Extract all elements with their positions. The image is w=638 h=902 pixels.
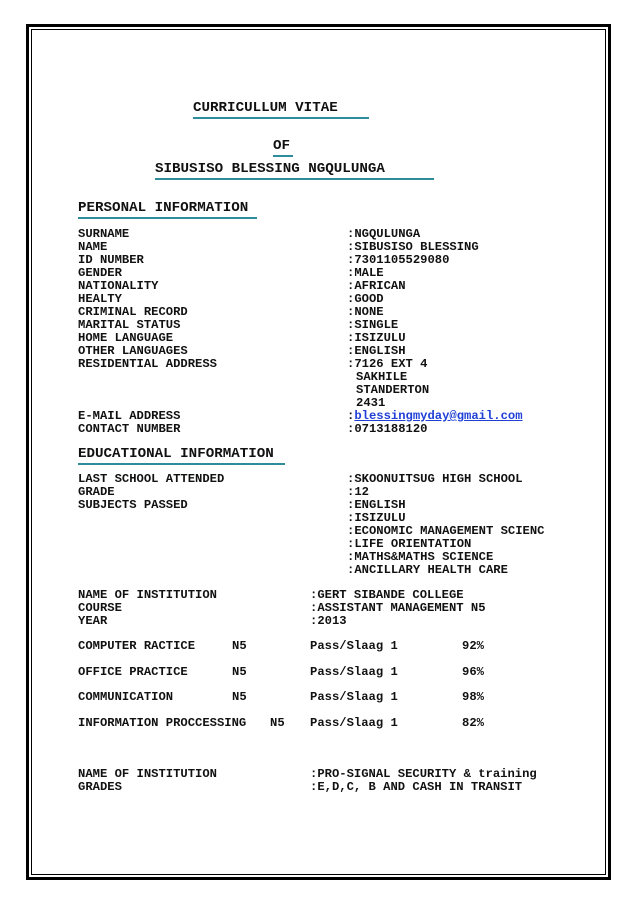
health-label: HEALTY [78, 292, 122, 306]
subjects-label: SUBJECTS PASSED [78, 498, 188, 512]
home-language-label: HOME LANGUAGE [78, 331, 174, 345]
result-status: Pass/Slaag 1 [310, 716, 398, 730]
education-heading: EDUCATIONAL INFORMATION [78, 446, 274, 462]
address-line: STANDERTON [356, 383, 430, 397]
result-subject: COMPUTER RACTICE [78, 639, 196, 653]
cv-of: OF [273, 138, 291, 154]
gender-value: :MALE [347, 266, 384, 280]
subject-item: :ECONOMIC MANAGEMENT SCIENC [347, 524, 545, 538]
marital-status-value: :SINGLE [347, 318, 399, 332]
subject-item: :ISIZULU [347, 511, 406, 525]
education-heading-underline [78, 463, 285, 465]
health-value: :GOOD [347, 292, 384, 306]
cv-person-name-underline [155, 178, 434, 180]
result-level: N5 [232, 665, 247, 679]
result-status: Pass/Slaag 1 [310, 690, 398, 704]
course-label: COURSE [78, 601, 122, 615]
criminal-record-value: :NONE [347, 305, 384, 319]
surname-value: :NGQULUNGA [347, 227, 421, 241]
address-value: :7126 EXT 4 [347, 357, 428, 371]
result-status: Pass/Slaag 1 [310, 665, 398, 679]
subject-item: :ANCILLARY HEALTH CARE [347, 563, 508, 577]
result-subject: INFORMATION PROCCESSING [78, 716, 247, 730]
address-line: SAKHILE [356, 370, 408, 384]
nationality-label: NATIONALITY [78, 279, 159, 293]
subject-item: :ENGLISH [347, 498, 406, 512]
personal-heading: PERSONAL INFORMATION [78, 200, 249, 216]
contact-label: CONTACT NUMBER [78, 422, 181, 436]
cv-person-name: SIBUSISO BLESSING NGQULUNGA [155, 161, 385, 177]
result-level: N5 [270, 716, 285, 730]
other-languages-value: :ENGLISH [347, 344, 406, 358]
other-languages-label: OTHER LANGUAGES [78, 344, 188, 358]
gender-label: GENDER [78, 266, 122, 280]
result-score: 82% [462, 716, 484, 730]
college-institution-label: NAME OF INSTITUTION [78, 588, 217, 602]
result-level: N5 [232, 639, 247, 653]
grade-label: GRADE [78, 485, 115, 499]
college-institution-value: :GERT SIBANDE COLLEGE [310, 588, 464, 602]
email-link[interactable]: blessingmyday@gmail.com [354, 409, 523, 423]
subject-item: :LIFE ORIENTATION [347, 537, 472, 551]
email-colon: : [347, 409, 355, 423]
surname-label: SURNAME [78, 227, 130, 241]
email-label: E-MAIL ADDRESS [78, 409, 181, 423]
address-line: 2431 [356, 396, 386, 410]
nationality-value: :AFRICAN [347, 279, 406, 293]
cv-title: CURRICULLUM VITAE [193, 100, 338, 116]
result-level: N5 [232, 690, 247, 704]
id-number-label: ID NUMBER [78, 253, 144, 267]
security-institution-label: NAME OF INSTITUTION [78, 767, 217, 781]
result-score: 96% [462, 665, 484, 679]
course-value: :ASSISTANT MANAGEMENT N5 [310, 601, 486, 615]
home-language-value: :ISIZULU [347, 331, 406, 345]
subject-item: :MATHS&MATHS SCIENCE [347, 550, 494, 564]
name-label: NAME [78, 240, 108, 254]
name-value: :SIBUSISO BLESSING [347, 240, 479, 254]
criminal-record-label: CRIMINAL RECORD [78, 305, 188, 319]
security-institution-value: :PRO-SIGNAL SECURITY & training [310, 767, 537, 781]
cv-title-underline [193, 117, 369, 119]
year-label: YEAR [78, 614, 108, 628]
cv-of-underline [273, 155, 293, 157]
marital-status-label: MARITAL STATUS [78, 318, 181, 332]
address-label: RESIDENTIAL ADDRESS [78, 357, 217, 371]
result-status: Pass/Slaag 1 [310, 639, 398, 653]
contact-value: :0713188120 [347, 422, 428, 436]
result-score: 92% [462, 639, 484, 653]
grade-value: :12 [347, 485, 369, 499]
last-school-label: LAST SCHOOL ATTENDED [78, 472, 225, 486]
id-number-value: :7301105529080 [347, 253, 450, 267]
year-value: :2013 [310, 614, 347, 628]
last-school-value: :SKOONUITSUG HIGH SCHOOL [347, 472, 523, 486]
result-subject: OFFICE PRACTICE [78, 665, 188, 679]
personal-heading-underline [78, 217, 257, 219]
result-score: 98% [462, 690, 484, 704]
security-grades-label: GRADES [78, 780, 122, 794]
security-grades-value: :E,D,C, B AND CASH IN TRANSIT [310, 780, 523, 794]
result-subject: COMMUNICATION [78, 690, 174, 704]
